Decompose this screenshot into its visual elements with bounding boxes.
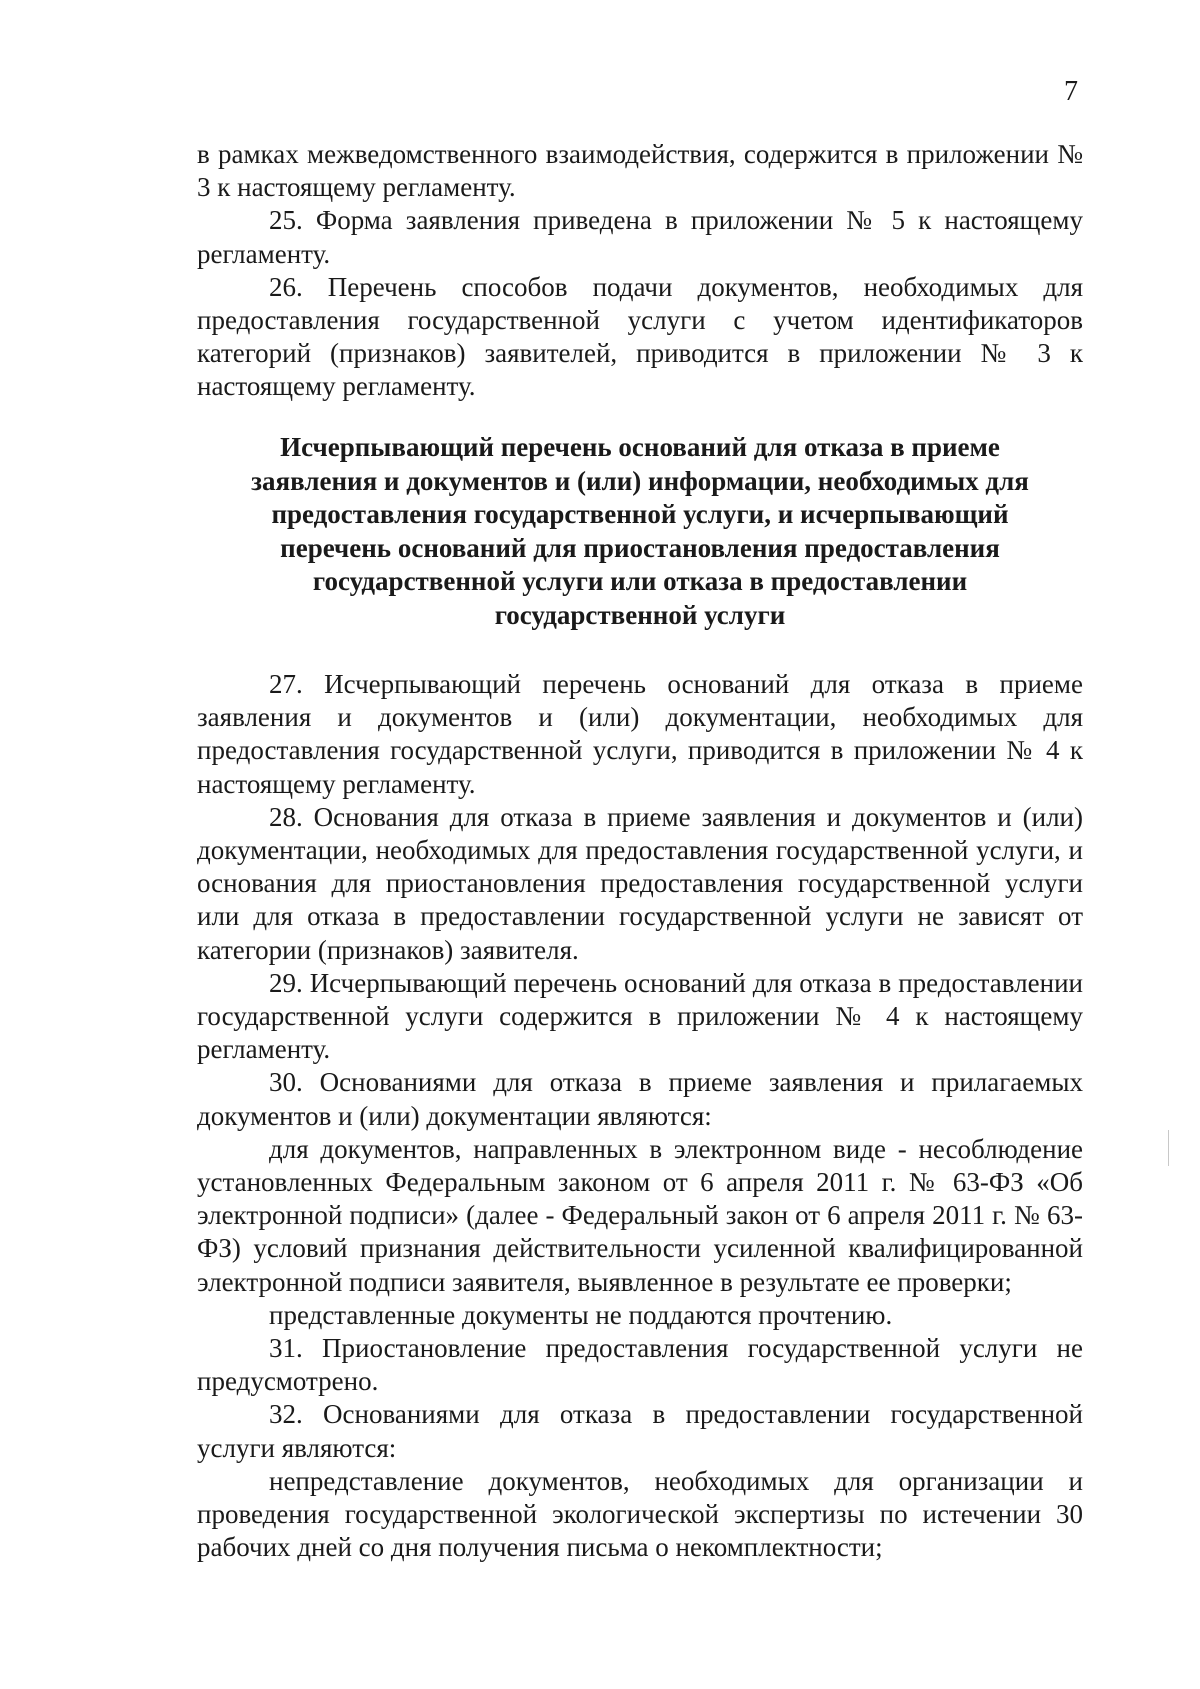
paragraph-29: 29. Исчерпывающий перечень оснований для отказа в предоставлении государственной услуги содержится в приложении № 4 к настоящему регламенту. (197, 967, 1083, 1065)
section-heading (197, 431, 1083, 632)
heading-line: предоставления государственной услуги, и исчерпывающий (271, 499, 1009, 529)
paragraph-28: 28. Основания для отказа в приеме заявления и документов и (или) документации, необходимых для предоставления государственной услуги, и основания для приостановления предоставления государственной услуги или для отказа в предоставлении государственной услуги не зависят от категории (признаков) заявителя. (197, 801, 1083, 965)
heading-line: перечень оснований для приостановления предоставления (280, 532, 1000, 563)
top-text-block (197, 138, 1083, 404)
heading-line: заявления и документов и (или) информации, необходимых для (251, 465, 1029, 496)
paragraph-32: 32. Основаниями для отказа в предоставлении государственной услуги являются: (197, 1399, 1083, 1463)
paragraph-27: 27. Исчерпывающий перечень оснований для отказа в приеме заявления и документов и (или) документации, необходимых для предоставления государственной услуги, приводится в приложении № 4 к настоящему регламенту. (197, 669, 1083, 799)
paragraph-30-item-electronic: для документов, направленных в электронном виде - несоблюдение установленных Федеральным законом от 6 апреля 2011 г. № 63-ФЗ «Об электронной подписи» (далее - Федеральный закон от 6 апреля 2011 г. № 63-ФЗ) условий признания действительности усиленной квалифицированной электронной подписи заявителя, выявленное в результате ее проверки; (197, 1133, 1083, 1297)
paragraph-30-item-unreadable: представленные документы не поддаются прочтению. (269, 1299, 893, 1330)
heading-line: государственной услуги или отказа в предоставлении (312, 566, 968, 596)
paragraph-31: 31. Приостановление предоставления государственной услуги не предусмотрено. (197, 1333, 1083, 1397)
bottom-text-block (197, 668, 1083, 1564)
paragraph-26: 26. Перечень способов подачи документов, необходимых для предоставления государственной услуги с учетом идентификаторов категорий (признаков) заявителей, приводится в приложении № 3 к настоящему регламенту. (197, 271, 1083, 402)
scan-margin-mark (1168, 1130, 1169, 1166)
paragraph-25: 25. Форма заявления приведена в приложении № 5 к настоящему регламенту. (197, 205, 1083, 269)
paragraph-continuation: в рамках межведомственного взаимодействия, содержится в приложении № 3 к настоящему регламенту. (197, 139, 1083, 203)
page-number: 7 (1064, 76, 1078, 107)
paragraph-32-item-nonsubmission: непредставление документов, необходимых для организации и проведения государственной экологической экспертизы по истечении 30 рабочих дней со дня получения письма о некомплектности; (197, 1465, 1083, 1563)
heading-line: Исчерпывающий перечень оснований для отказа в приеме (280, 432, 1000, 462)
paragraph-30: 30. Основаниями для отказа в приеме заявления и прилагаемых документов и (или) документации являются: (197, 1067, 1083, 1131)
heading-line: государственной услуги (494, 599, 786, 630)
